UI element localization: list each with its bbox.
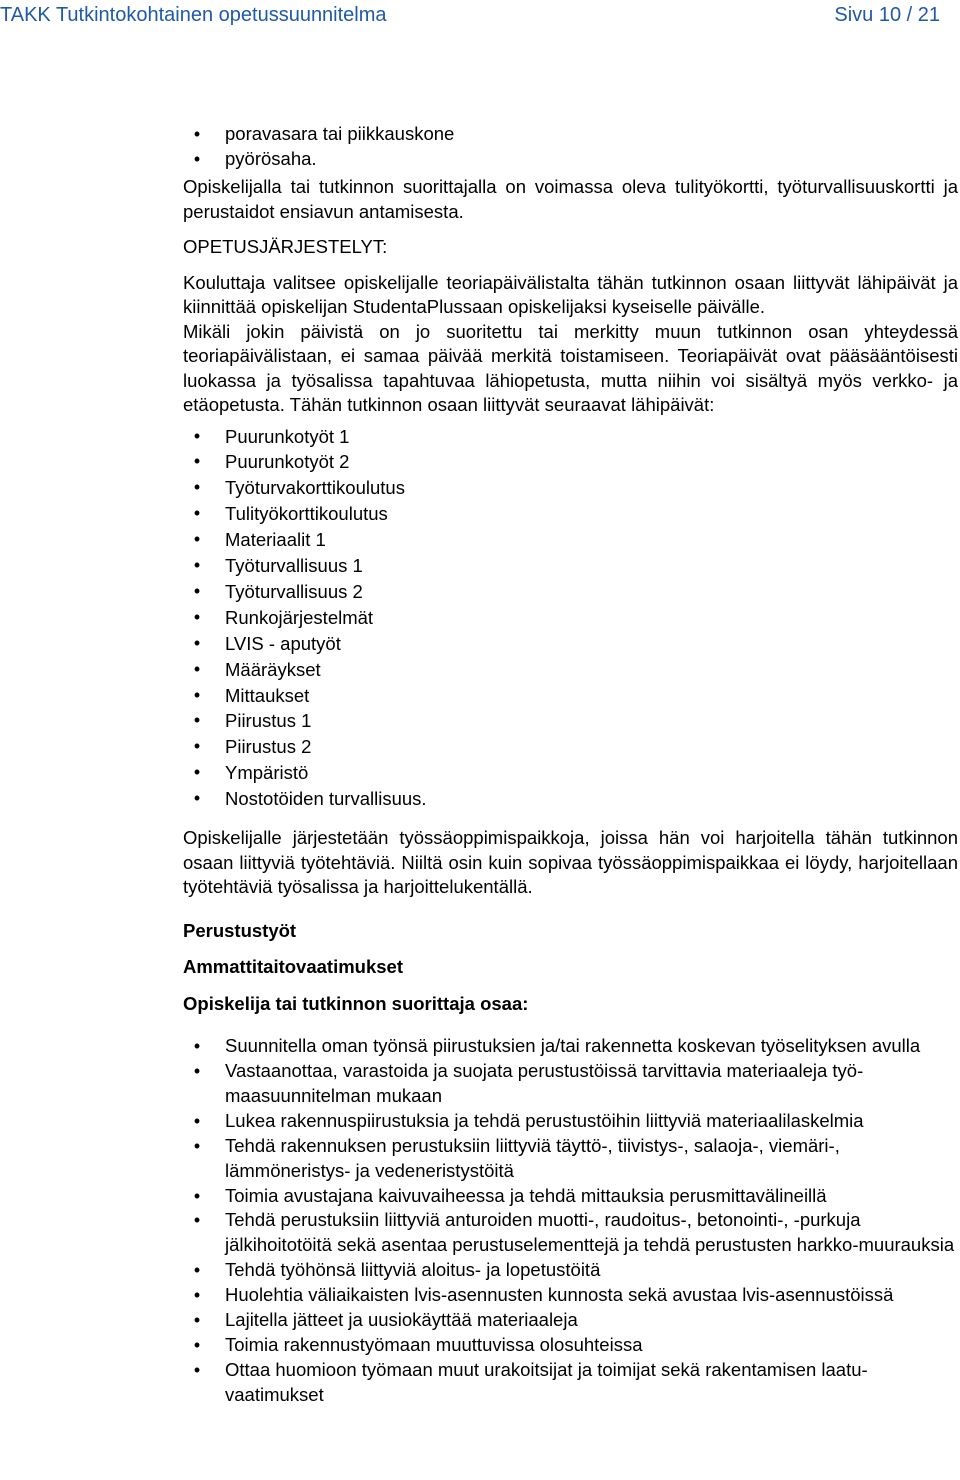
list-item: • Lajitella jätteet ja uusiokäyttää materiaaleja: [183, 1308, 958, 1333]
list-item: • Lukea rakennuspiirustuksia ja tehdä perustustöihin liittyviä materiaalilaskelmia: [183, 1109, 958, 1134]
bullet-icon: •: [193, 148, 201, 169]
list-item: • Piirustus 2: [183, 734, 958, 760]
bullet-icon: •: [193, 1260, 201, 1281]
bullet-icon: •: [193, 555, 201, 576]
section-subtitle: Ammattitaitovaatimukset: [183, 956, 404, 978]
list-item: • LVIS - aputyöt: [183, 631, 958, 657]
list-item: • Puurunkotyöt 2: [183, 449, 958, 475]
tools-list: [183, 122, 958, 171]
list-item: • Materiaalit 1: [183, 527, 958, 553]
bullet-icon: •: [193, 1185, 201, 1206]
bullet-icon: •: [193, 710, 201, 731]
list-item: • Tehdä rakennuksen perustuksiin liittyviä täyttö-, tiivistys-, salaoja-, viemäri-, lämmöneristys- ja vedeneristystöitä: [183, 1134, 958, 1184]
practice-paragraph: Opiskelijalle järjestetään työssäoppimispaikkoja, joissa hän voi harjoitella tähän tutkinnon osaan liittyviä työtehtäviä. Niiltä osin kuin sopivaa työssäoppimispaikkaa ei löydy, harjoitellaan työtehtäviä työsalissa ja harjoittelukentällä.: [183, 827, 958, 898]
list-item: • Vastaanottaa, varastoida ja suojata perustustöissä tarvittavia materiaaleja työmaasuunnitelman mukaan: [183, 1059, 958, 1109]
list-item: • Toimia avustajana kaivuvaiheessa ja tehdä mittauksia perusmittavälineillä: [183, 1184, 958, 1209]
bullet-icon: •: [193, 529, 201, 550]
bullet-icon: •: [193, 124, 201, 144]
section-lead: Opiskelija tai tutkinnon suorittaja osaa:: [183, 992, 529, 1014]
list-item: • Tehdä perustuksiin liittyviä anturoiden muotti-, raudoitus-, betonointi-, -purkuja jälkihoitotöitä sekä asentaa perustuselementtejä ja tehdä perustusten harkko-muurauksia: [183, 1208, 958, 1258]
bullet-icon: •: [193, 1135, 201, 1156]
list-item: • Ympäristö: [183, 760, 958, 786]
list-item: • Piirustus 1: [183, 708, 958, 734]
list-item: • poravasara tai piikkauskone: [183, 122, 958, 147]
intro-paragraph: Opiskelijalla tai tutkinnon suorittajalla on voimassa oleva tulityökortti, työturvallisuuskortti ja perustaidot ensiavun antamisesta.: [183, 176, 958, 222]
skills-list: [183, 1034, 958, 1408]
arrangements-paragraph-2: Mikäli jokin päivistä on jo suoritettu tai merkitty muun tutkinnon osan yhteydessä teoriapäivälistaan, ei samaa päivää merkitä toistamiseen. Teoriapäivät ovat pääsääntöisesti luokassa ja työsalissa tapahtuvaa lähiopetusta, mutta niihin voi sisältyä myös verkko- ja etäopetusta. Tähän tutkinnon osaan liittyvät seuraavat lähipäivät:: [183, 320, 958, 415]
list-item: • Tehdä työhönsä liittyviä aloitus- ja lopetustöitä: [183, 1258, 958, 1283]
list-item: • Toimia rakennustyömaan muuttuvissa olosuhteissa: [183, 1333, 958, 1358]
document-title: TAKK Tutkintokohtainen opetussuunnitelma: [0, 4, 387, 26]
list-item: • Suunnitella oman työnsä piirustuksien ja/tai rakennetta koskevan työselityksen avulla: [183, 1034, 958, 1059]
section-title: Perustustyöt: [183, 919, 297, 941]
bullet-icon: •: [193, 1285, 201, 1306]
page-number: Sivu 10 / 21: [834, 4, 940, 26]
list-item: • Työturvallisuus 1: [183, 553, 958, 579]
bullet-icon: •: [193, 762, 201, 783]
document-body: [183, 122, 958, 1408]
bullet-icon: •: [193, 1210, 201, 1231]
bullet-icon: •: [193, 1036, 201, 1057]
bullet-icon: •: [193, 1359, 201, 1380]
bullet-icon: •: [193, 477, 201, 498]
page-header: [0, 2, 940, 32]
list-item: • Nostotöiden turvallisuus.: [183, 786, 958, 812]
list-item: • Ottaa huomioon työmaan muut urakoitsijat ja toimijat sekä rakentamisen laatuvaatimukset: [183, 1358, 958, 1408]
bullet-icon: •: [193, 788, 201, 809]
bullet-icon: •: [193, 1061, 201, 1081]
bullet-icon: •: [193, 1110, 201, 1131]
list-item: • Runkojärjestelmät: [183, 605, 958, 631]
bullet-icon: •: [193, 503, 201, 524]
bullet-icon: •: [193, 1310, 201, 1331]
arrangements-paragraph-1: Kouluttaja valitsee opiskelijalle teoriapäivälistalta tähän tutkinnon osaan liittyvät lähipäivät ja kiinnittää opiskelijan StudentaPlussaan opiskelijaksi kyseiselle päivälle.: [183, 271, 958, 317]
list-item: • Määräykset: [183, 657, 958, 683]
list-item: • Työturvakorttikoulutus: [183, 475, 958, 501]
bullet-icon: •: [193, 451, 201, 472]
arrangements-heading: OPETUSJÄRJESTELYT:: [183, 236, 388, 257]
list-item: • Tulityökorttikoulutus: [183, 501, 958, 527]
list-item: • pyörösaha.: [183, 147, 958, 172]
list-item: • Työturvallisuus 2: [183, 579, 958, 605]
bullet-icon: •: [193, 684, 201, 705]
bullet-icon: •: [193, 425, 201, 446]
bullet-icon: •: [193, 1334, 201, 1355]
list-item: • Mittaukset: [183, 683, 958, 709]
list-item: • Huolehtia väliaikaisten lvis-asennusten kunnosta sekä avustaa lvis-asennustöissä: [183, 1283, 958, 1308]
list-item: • Puurunkotyöt 1: [183, 424, 958, 450]
bullet-icon: •: [193, 580, 201, 601]
bullet-icon: •: [193, 658, 201, 679]
bullet-icon: •: [193, 736, 201, 757]
bullet-icon: •: [193, 606, 201, 627]
bullet-icon: •: [193, 632, 201, 653]
contact-days-list: [183, 424, 958, 813]
